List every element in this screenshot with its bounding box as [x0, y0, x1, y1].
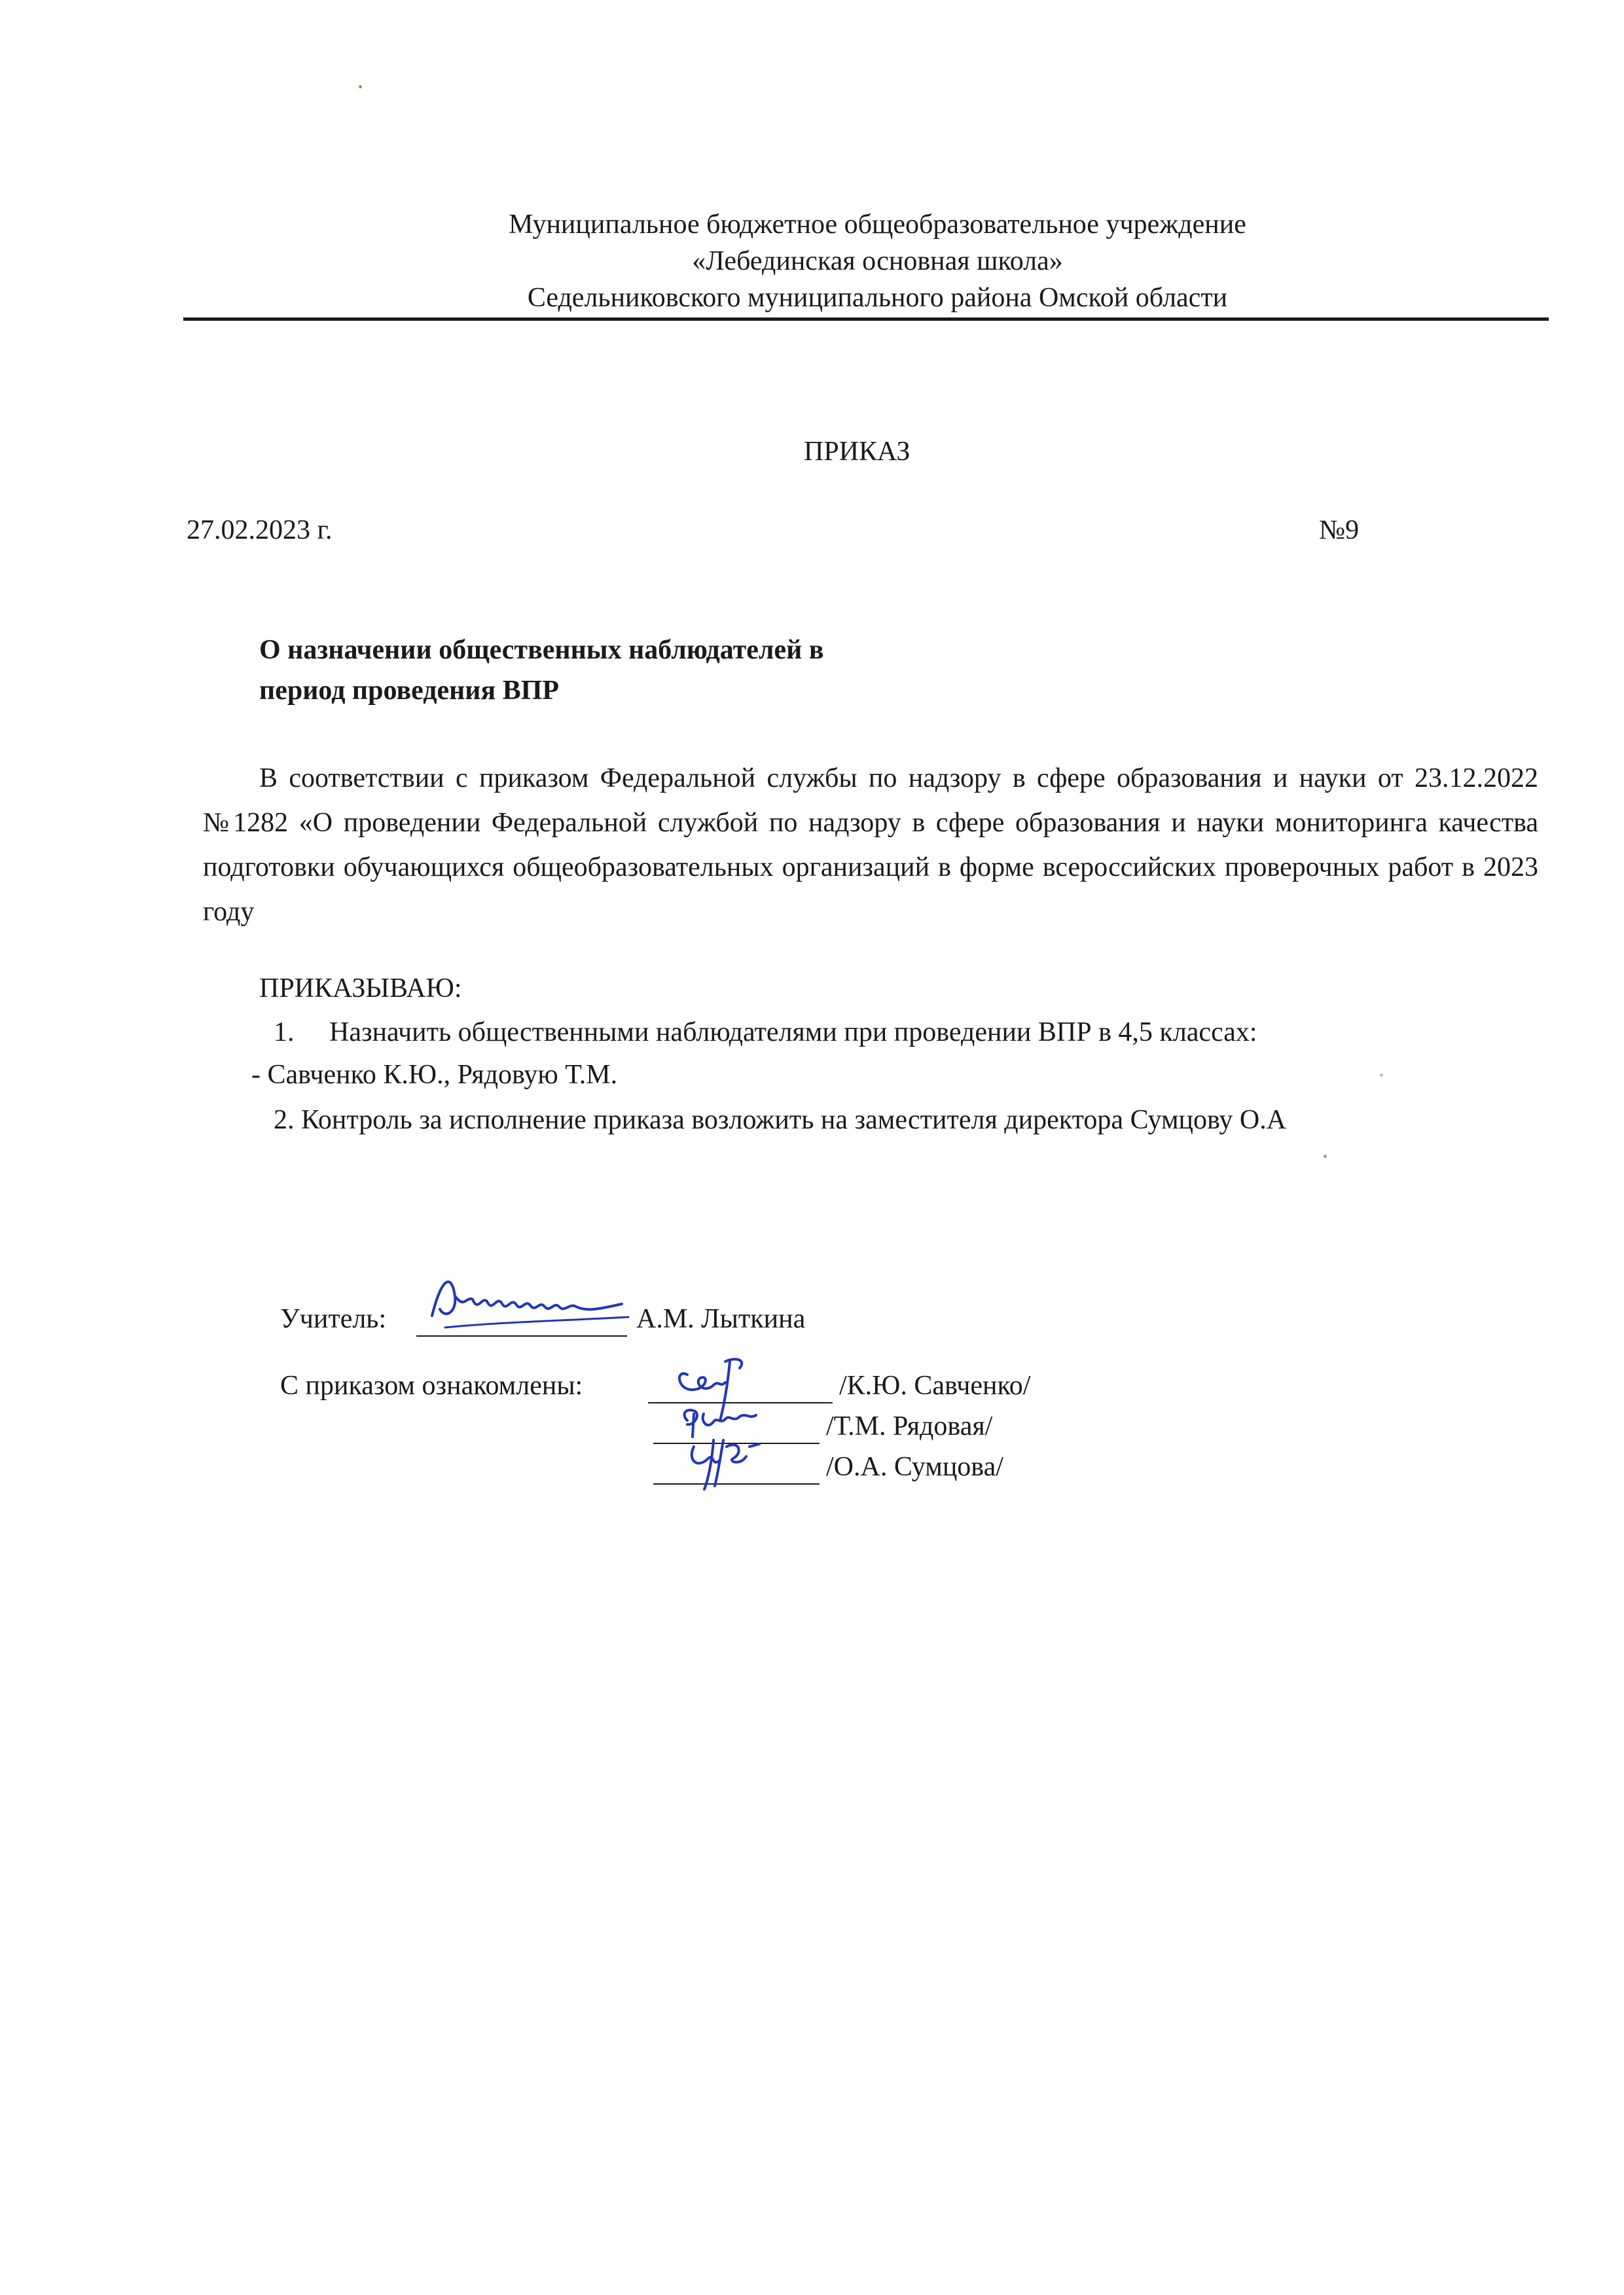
teacher-label: Учитель: [280, 1304, 387, 1334]
header-divider [183, 317, 1549, 321]
scan-speck [359, 85, 362, 88]
scan-speck [1380, 1074, 1383, 1077]
item-1-number: 1. [274, 1017, 295, 1047]
org-name-line-2: «Лебединская основная школа» [692, 246, 1063, 276]
item-1-names: - Савченко К.Ю., Рядовую Т.М. [251, 1060, 618, 1090]
item-2-text: 2. Контроль за исполнение приказа возложить на заместителя директора Сумцову О.А [274, 1105, 1287, 1135]
teacher-signature [425, 1270, 635, 1335]
subject-line-1: О назначении общественных наблюдателей в [259, 635, 824, 665]
subject-line-2: период проведения ВПР [259, 676, 560, 706]
org-name-line-1: Муниципальное бюджетное общеобразовательное учреждение [509, 209, 1246, 240]
item-1-text: Назначить общественными наблюдателями при проведении ВПР в 4,5 классах: [329, 1017, 1257, 1047]
scan-speck [1324, 1155, 1327, 1158]
document-title: ПРИКАЗ [804, 437, 911, 467]
signer-savchenko: /К.Ю. Савченко/ [839, 1371, 1031, 1401]
order-word: ПРИКАЗЫВАЮ: [259, 973, 462, 1003]
org-name-line-3: Седельниковского муниципального района Омской области [527, 283, 1228, 313]
acquainted-label: С приказом ознакомлены: [280, 1371, 583, 1401]
handwritten-signatures [668, 1348, 812, 1492]
signer-ryadovaya: /Т.М. Рядовая/ [826, 1411, 993, 1441]
order-number: №9 [1319, 515, 1360, 545]
signer-sumtsova: /О.А. Сумцова/ [826, 1452, 1003, 1482]
order-date: 27.02.2023 г. [187, 515, 333, 545]
preamble-paragraph: В соответствии с приказом Федеральной службы по надзору в сфере образования и науки от 23.12.2022 №1282 «О проведении Федеральной службой по надзору в сфере образования и науки мониторинга качества подготовки обучающихся общеобразовательных организаций в форме всероссийских проверочных работ в 2023 году [203, 763, 1538, 927]
teacher-name: А.М. Лыткина [636, 1304, 806, 1334]
